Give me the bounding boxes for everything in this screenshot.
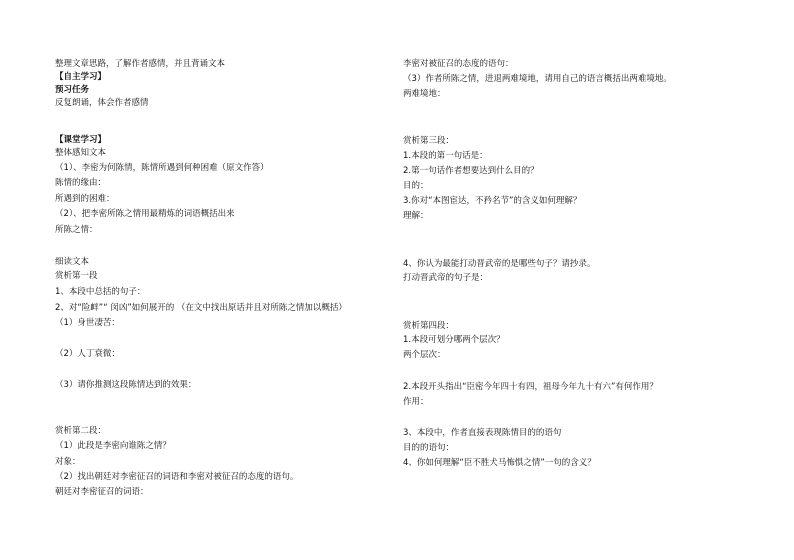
intro-line: 整理文章思路，了解作者感情，并且背诵文本 — [55, 59, 226, 69]
p2-question-1: （1）此段是李密向谁陈之情？ — [55, 441, 171, 451]
difficulty-label: 所遇到的困难： — [55, 194, 115, 204]
p4-question-3: 3、本段中，作者直接表现陈情目的的语句 — [403, 428, 562, 438]
question-2: （2）、把李密所陈之情用最精炼的词语概括出来 — [55, 209, 235, 219]
p1-question-1: 1、本段中总括的句子： — [55, 287, 146, 297]
feeling-label: 所陈之情： — [55, 225, 98, 235]
paragraph-1-title: 赏析第一段 — [55, 271, 98, 281]
paragraph-3-title: 赏析第三段： — [403, 136, 455, 146]
dilemma-label: 两难境地： — [403, 89, 446, 99]
close-reading-title: 细读文本 — [55, 257, 90, 267]
preview-task-title: 预习任务 — [55, 85, 90, 95]
attitude-label: 李密对被征召的态度的语句： — [403, 59, 514, 69]
p3-question-3: 3.你对“本图宦达，不矜名节”的含义如何理解？ — [403, 196, 582, 206]
p1-sub-1: （1）身世凄苦： — [55, 318, 120, 328]
class-study-header: 【课堂学习】 — [55, 135, 107, 145]
understand-label: 理解： — [403, 211, 429, 221]
court-words-label: 朝廷对李密征召的词语： — [55, 487, 149, 497]
question-3: （3）作者所陈之情，进退两难境地，请用自己的语言概括出两难境地。 — [403, 74, 672, 84]
two-levels-label: 两个层次： — [403, 350, 446, 360]
question-4: 4、你认为最能打动晋武帝的是哪些句子？请抄录。 — [403, 259, 596, 269]
p1-question-2: 2、对“险衅”“ 闵凶”如何展开的 （在文中找出原话并且对所陈之情加以概括） — [55, 303, 347, 313]
p3-question-1: 1.本段的第一句话是： — [403, 151, 488, 161]
self-study-header: 【自主学习】 — [55, 72, 107, 82]
moving-sentence-label: 打动晋武帝的句子是： — [403, 273, 489, 283]
p4-question-1: 1.本段可划分哪两个层次？ — [403, 335, 505, 345]
p2-question-2: （2）找出朝廷对李密征召的词语和李密对被征召的态度的语句。 — [55, 472, 299, 482]
purpose-label: 目的： — [403, 181, 429, 191]
question-1: （1）、李密为何陈情，陈情所遇到何种困难（原文作答） — [55, 163, 269, 173]
overall-perception-title: 整体感知文本 — [55, 148, 107, 158]
p4-question-4: 4、你如何理解“臣不胜犬马怖惧之情”一句的含义？ — [403, 458, 596, 468]
goal-sentence-label: 目的的语句： — [403, 443, 455, 453]
preview-task-text: 反复朗诵，体会作者感情 — [55, 98, 149, 108]
p1-sub-3: （3）请你推测这段陈情达到的效果： — [55, 380, 197, 390]
p3-question-2: 2.第一句话作者想要达到什么目的？ — [403, 166, 539, 176]
reason-label: 陈情的缘由： — [55, 178, 107, 188]
effect-label: 作用： — [403, 397, 429, 407]
object-label: 对象： — [55, 457, 81, 467]
p4-question-2: 2.本段开头指出“臣密今年四十有四，祖母今年九十有六”有何作用？ — [403, 382, 658, 392]
paragraph-4-title: 赏析第四段： — [403, 321, 455, 331]
p1-sub-2: （2）人丁衰微： — [55, 349, 120, 359]
paragraph-2-title: 赏析第二段： — [55, 426, 107, 436]
